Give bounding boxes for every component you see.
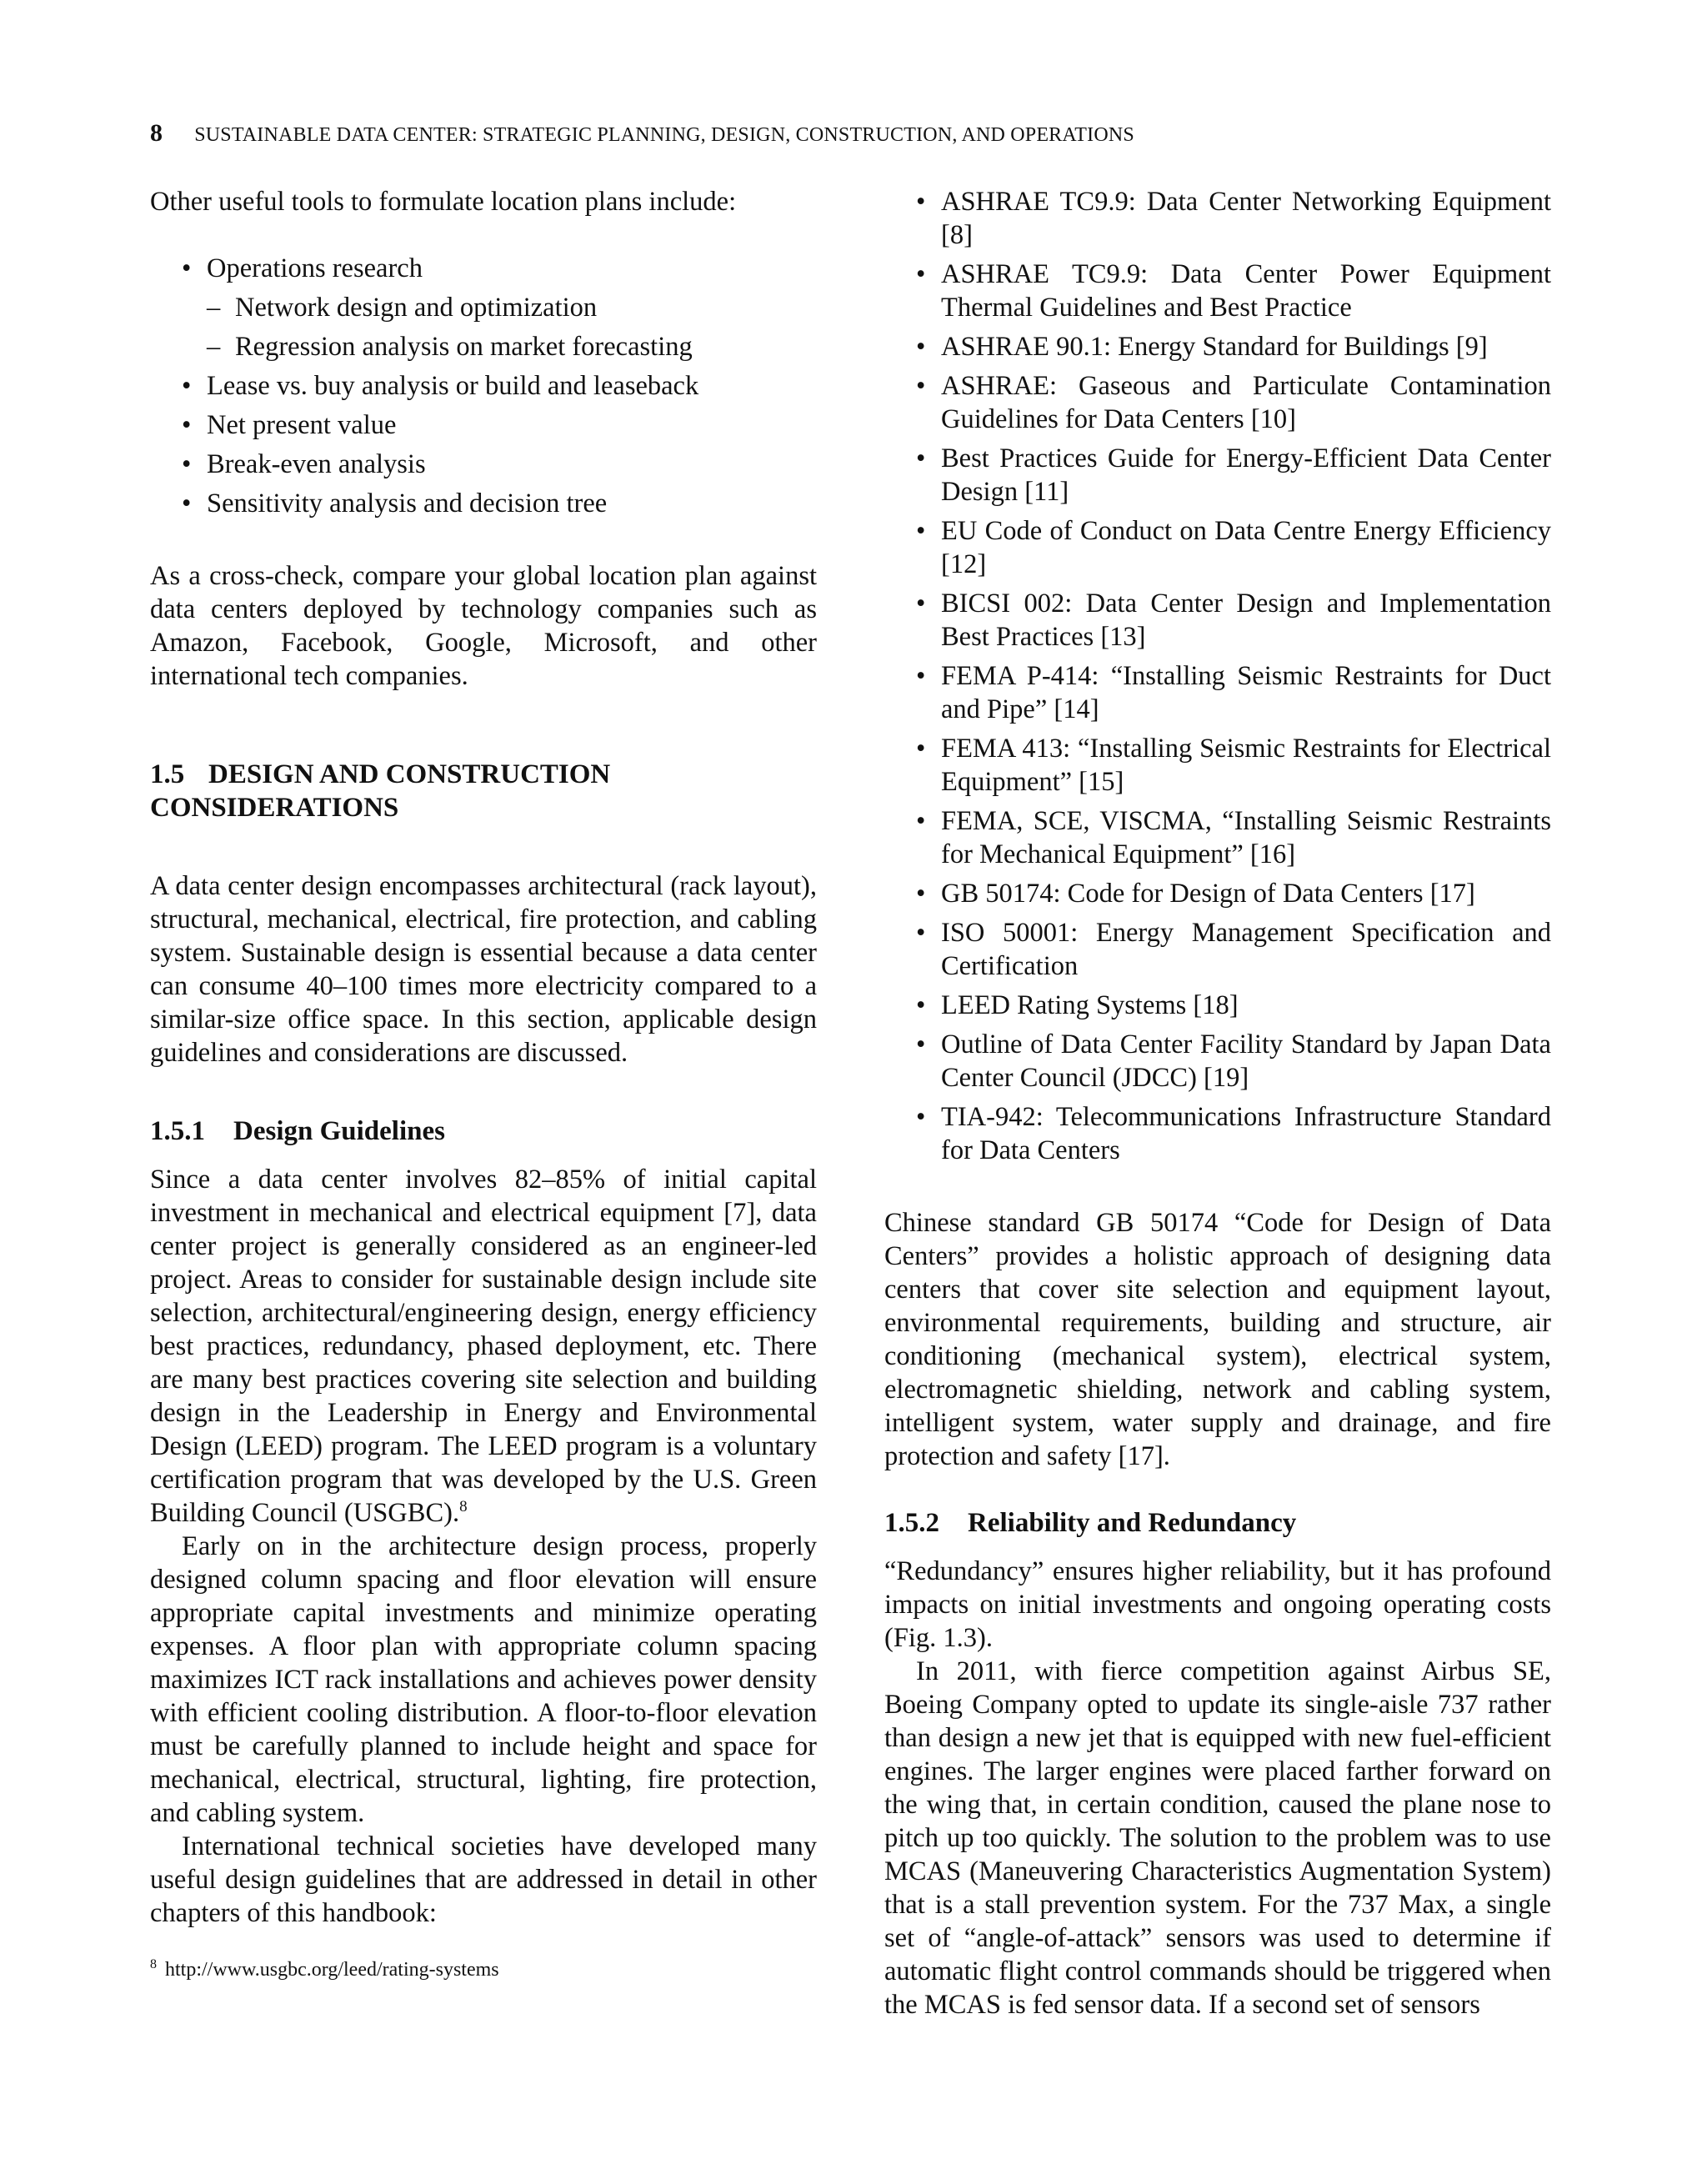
bullet-icon: • [916, 516, 926, 546]
list-item [884, 989, 1551, 1022]
subtools-list [207, 291, 817, 363]
section-paragraph: A data center design encompasses architectural (rack layout), structural, mechanical, electrical, fire protection, and cabling system. Sustainable design is essential because a data center can consume 40–100 times more electricity compared to a similar-size office space. In this section, applicable design guidelines and considerations are discussed. [150, 871, 817, 1068]
list-item-text: EU Code of Conduct on Data Centre Energy Efficiency [12] [941, 516, 1551, 579]
list-item-text: ASHRAE 90.1: Energy Standard for Buildings [9] [941, 332, 1488, 362]
list-item [884, 659, 1551, 726]
standards-list [884, 185, 1551, 1167]
list-item [884, 514, 1551, 581]
bullet-icon: • [182, 410, 192, 440]
list-item [884, 330, 1551, 363]
list-item-text: Break-even analysis [207, 449, 426, 479]
list-item-text: FEMA, SCE, VISCMA, “Installing Seismic Restraints for Mechanical Equipment” [16] [941, 806, 1551, 869]
list-item-text: ISO 50001: Energy Management Specification and Certification [941, 918, 1551, 981]
list-item [207, 291, 817, 324]
section-title-line2: CONSIDERATIONS [150, 793, 399, 823]
list-item-text: GB 50174: Code for Design of Data Centers [17] [941, 879, 1475, 909]
list-item [884, 258, 1551, 324]
list-item [884, 916, 1551, 983]
bullet-icon: • [916, 1102, 926, 1132]
bullet-icon: • [916, 990, 926, 1020]
list-item-text: Net present value [207, 410, 397, 440]
list-item [150, 252, 817, 363]
list-item-text: TIA-942: Telecommunications Infrastructure Standard for Data Centers [941, 1102, 1551, 1165]
running-header [150, 119, 1134, 148]
right-column [884, 185, 1551, 2021]
section-title-line1: DESIGN AND CONSTRUCTION [208, 759, 611, 789]
subsection-heading [884, 1506, 1551, 1540]
guidelines-paragraph-2: Early on in the architecture design process, properly designed column spacing and floor elevation will ensure appropriate capital investments and minimize operating expenses. A floor plan with appropriate column spacing maximizes ICT rack installations and achieves power density with efficient cooling distribution. A floor-to-floor elevation must be carefully planned to include height and space for mechanical, electrical, structural, lighting, fire protection, and cabling system. [150, 1531, 817, 1828]
subsection-number: 1.5.2 [884, 1508, 939, 1538]
list-item-text: LEED Rating Systems [18] [941, 990, 1239, 1020]
bullet-icon: • [916, 187, 926, 217]
paragraph-text: Since a data center involves 82–85% of initial capital investment in mechanical and electrical equipment [7], data center project is generally considered as an engineer-led project. Areas to consider for sustainable design include site selection, architectural/engineering design, energy efficiency best practices, redundancy, phased deployment, etc. There are many best practices covering site selection and building design in the Leadership in Energy and Environmental Design (LEED) program. The LEED program is a voluntary certification program that was developed by the U.S. Green Building Council (USGBC). [150, 1165, 817, 1528]
list-item-text: Regression analysis on market forecasting [235, 332, 693, 362]
list-item-text: ASHRAE TC9.9: Data Center Networking Equipment [8] [941, 187, 1551, 250]
footnote-url[interactable]: http://www.usgbc.org/leed/rating-systems [165, 1959, 499, 1981]
bullet-icon: • [916, 734, 926, 764]
list-item-text: Lease vs. buy analysis or build and leaseback [207, 371, 699, 401]
list-item [150, 487, 817, 520]
list-item [207, 330, 817, 363]
bullet-icon: • [182, 488, 192, 518]
section-heading [150, 758, 817, 824]
redundancy-paragraph-2: In 2011, with fierce competition against Airbus SE, Boeing Company opted to update its single-aisle 737 rather than design a new jet that is equipped with new fuel-efficient engines. The larger engines were placed farther forward on the wing that, in certain condition, caused the plane nose to pitch up too quickly. The solution to the problem was to use MCAS (Maneuvering Characteristics Augmentation System) that is a stall prevention system. For the 737 Max, a single set of “angle-of-attack” sensors was used to determine if automatic flight control commands should be triggered when the MCAS is fed sensor data. If a second set of sensors [884, 1656, 1551, 2020]
subsection-number: 1.5.1 [150, 1116, 205, 1146]
bullet-icon: • [916, 332, 926, 362]
bullet-icon: • [916, 661, 926, 691]
redundancy-paragraph-1: “Redundancy” ensures higher reliability, but it has profound impacts on initial investments and ongoing operating costs (Fig. 1.3). [884, 1556, 1551, 1653]
crosscheck-paragraph: As a cross-check, compare your global location plan against data centers deployed by technology companies such as Amazon, Facebook, Google, Microsoft, and other international tech companies. [150, 561, 817, 691]
list-item [150, 369, 817, 403]
bullet-icon: • [916, 1029, 926, 1059]
left-column [150, 185, 817, 1930]
list-item [884, 804, 1551, 871]
list-item-text: Operations research [207, 253, 423, 283]
dash-icon: – [207, 293, 221, 323]
footnote-marker: 8 [150, 1957, 157, 1971]
gb-paragraph: Chinese standard GB 50174 “Code for Design of Data Centers” provides a holistic approach of designing data centers that cover site selection and equipment layout, environmental requirements, building and structure, air conditioning (mechanical system), electrical system, electromagnetic shielding, network and cabling system, intelligent system, water supply and drainage, and fire protection and safety [17]. [884, 1208, 1551, 1471]
list-item-text: Network design and optimization [235, 293, 598, 323]
guidelines-paragraph-3: International technical societies have developed many useful design guidelines that are addressed in detail in other chapters of this handbook: [150, 1831, 817, 1928]
bullet-icon: • [916, 259, 926, 289]
bullet-icon: • [916, 918, 926, 948]
bullet-icon: • [182, 253, 192, 283]
list-item [150, 448, 817, 481]
bullet-icon: • [916, 806, 926, 836]
bullet-icon: • [916, 371, 926, 401]
list-item [884, 587, 1551, 654]
tools-list [150, 252, 817, 520]
list-item-text: Best Practices Guide for Energy-Efficient Data Center Design [11] [941, 443, 1551, 507]
subsection-heading [150, 1115, 817, 1148]
section-number: 1.5 [150, 759, 185, 789]
list-item [884, 1100, 1551, 1167]
list-item [884, 732, 1551, 799]
list-item-text: FEMA 413: “Installing Seismic Restraints for Electrical Equipment” [15] [941, 734, 1551, 797]
list-item [150, 408, 817, 442]
list-item-text: ASHRAE TC9.9: Data Center Power Equipment Thermal Guidelines and Best Practice [941, 259, 1551, 323]
page-number: 8 [150, 119, 163, 147]
list-item [884, 877, 1551, 910]
list-item-text: BICSI 002: Data Center Design and Implementation Best Practices [13] [941, 589, 1551, 652]
list-item-text: Sensitivity analysis and decision tree [207, 488, 608, 518]
list-item [884, 1028, 1551, 1095]
bullet-icon: • [916, 879, 926, 909]
list-item-text: FEMA P-414: “Installing Seismic Restraints for Duct and Pipe” [14] [941, 661, 1551, 724]
subsection-title: Design Guidelines [233, 1116, 445, 1146]
list-item [884, 185, 1551, 252]
list-item [884, 442, 1551, 508]
footnote-reference[interactable]: 8 [459, 1498, 468, 1516]
guidelines-paragraph-1 [150, 1163, 817, 1530]
footnote [150, 1957, 499, 1982]
list-item-text: ASHRAE: Gaseous and Particulate Contamination Guidelines for Data Centers [10] [941, 371, 1551, 434]
list-item [884, 369, 1551, 436]
bullet-icon: • [182, 449, 192, 479]
running-title: SUSTAINABLE DATA CENTER: STRATEGIC PLANNING, DESIGN, CONSTRUCTION, AND OPERATIONS [194, 124, 1134, 146]
subsection-title: Reliability and Redundancy [968, 1508, 1297, 1538]
bullet-icon: • [916, 443, 926, 473]
list-item-text: Outline of Data Center Facility Standard by Japan Data Center Council (JDCC) [19] [941, 1029, 1551, 1093]
dash-icon: – [207, 332, 221, 362]
bullet-icon: • [182, 371, 192, 401]
bullet-icon: • [916, 589, 926, 619]
tools-intro: Other useful tools to formulate location plans include: [150, 187, 737, 217]
